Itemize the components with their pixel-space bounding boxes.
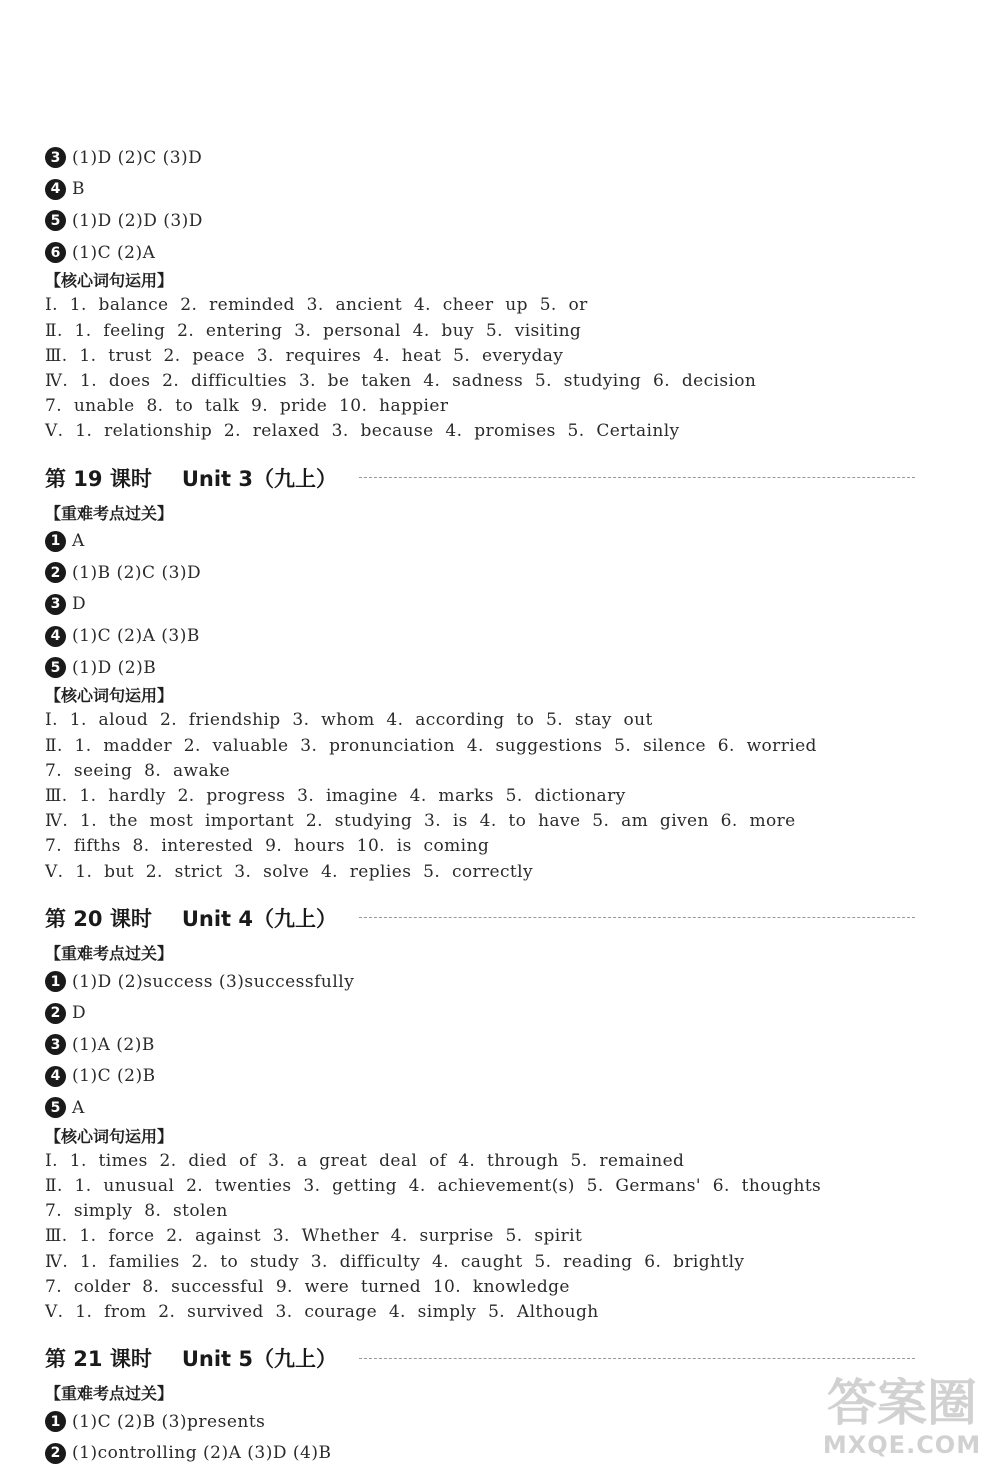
section-tag: 【重难考点过关】: [45, 943, 174, 963]
answer-item: [45, 1438, 925, 1470]
core-line: Ⅰ. 1. aloud 2. friendship 3. whom 4. according to 5. stay out: [45, 710, 653, 731]
number-badge: 1: [45, 531, 66, 552]
number-badge: 6: [45, 242, 66, 263]
lesson-block: [45, 895, 925, 1325]
watermark-logo: [812, 1367, 992, 1467]
lesson-title: 第 19 课时: [45, 466, 152, 491]
lesson-title: 第 20 课时: [45, 906, 152, 931]
core-line: Ⅴ. 1. from 2. survived 3. courage 4. simply 5. Although: [45, 1301, 599, 1322]
answer-item: [45, 1406, 925, 1438]
answer-item: [45, 237, 925, 269]
answer-text: (1)controlling (2)A (3)D (4)B: [72, 1443, 332, 1464]
answer-text: D: [72, 1003, 87, 1024]
answer-text: (1)D (2)success (3)successfully: [72, 971, 355, 992]
core-line: Ⅳ. 1. families 2. to study 3. difficulty 4. caught 5. reading 6. brightly: [45, 1251, 745, 1272]
answer-item: [45, 1061, 925, 1093]
number-badge: 3: [45, 594, 66, 615]
answer-item: [45, 142, 925, 174]
core-line: Ⅴ. 1. relationship 2. relaxed 3. because 4. promises 5. Certainly: [45, 421, 680, 442]
answer-text: (1)C (2)B: [72, 1066, 156, 1087]
lesson-unit: Unit 5（九上）: [181, 1347, 338, 1372]
answer-item: [45, 589, 925, 621]
section-tag: 【核心词句运用】: [45, 271, 174, 291]
core-line: 7. fifths 8. interested 9. hours 10. is coming: [45, 836, 490, 857]
lesson-header: [45, 1335, 925, 1381]
core-line: Ⅲ. 1. force 2. against 3. Whether 4. surprise 5. spirit: [45, 1226, 583, 1247]
section-tag: 【核心词句运用】: [45, 686, 174, 706]
core-line: Ⅳ. 1. the most important 2. studying 3. is 4. to have 5. am given 6. more: [45, 811, 796, 832]
watermark-text: 答案圈: [827, 1374, 977, 1432]
answer-item: [45, 557, 925, 589]
answer-text: (1)D (2)D (3)D: [72, 210, 203, 231]
dotted-rule: [359, 1358, 915, 1359]
answer-text: (1)B (2)C (3)D: [72, 562, 202, 583]
answer-text: (1)A (2)B: [72, 1034, 155, 1055]
core-line: Ⅱ. 1. unusual 2. twenties 3. getting 4. achievement(s) 5. Germans' 6. thoughts: [45, 1175, 822, 1196]
answer-item: [45, 526, 925, 558]
answer-text: B: [72, 179, 85, 200]
number-badge: 3: [45, 1034, 66, 1055]
answer-text: D: [72, 594, 87, 615]
core-line: Ⅰ. 1. balance 2. reminded 3. ancient 4. cheer up 5. or: [45, 295, 588, 316]
number-badge: 1: [45, 971, 66, 992]
answer-text: (1)D (2)B: [72, 657, 157, 678]
lesson-block: [45, 455, 925, 885]
core-line: Ⅱ. 1. feeling 2. entering 3. personal 4. buy 5. visiting: [45, 320, 582, 341]
lesson-unit: Unit 4（九上）: [181, 906, 338, 931]
answer-text: A: [72, 531, 85, 552]
core-line: 7. simply 8. stolen: [45, 1201, 228, 1222]
section-tag: 【核心词句运用】: [45, 1126, 174, 1146]
dotted-rule: [359, 477, 915, 478]
number-badge: 3: [45, 147, 66, 168]
number-badge: 1: [45, 1411, 66, 1432]
core-line: Ⅴ. 1. but 2. strict 3. solve 4. replies 5. correctly: [45, 861, 534, 882]
answer-item: [45, 205, 925, 237]
core-line: Ⅲ. 1. trust 2. peace 3. requires 4. heat 5. everyday: [45, 345, 564, 366]
answer-item: [45, 652, 925, 684]
number-badge: 4: [45, 626, 66, 647]
lesson-title: 第 21 课时: [45, 1347, 152, 1372]
answer-item: [45, 997, 925, 1029]
dotted-rule: [359, 917, 915, 918]
number-badge: 4: [45, 179, 66, 200]
number-badge: 5: [45, 210, 66, 231]
section-tag: 【重难考点过关】: [45, 503, 174, 523]
core-line: Ⅱ. 1. madder 2. valuable 3. pronunciation 4. suggestions 5. silence 6. worried: [45, 735, 817, 756]
core-line: 7. unable 8. to talk 9. pride 10. happier: [45, 396, 449, 417]
answer-item: [45, 966, 925, 998]
number-badge: 2: [45, 1003, 66, 1024]
answer-item: [45, 174, 925, 206]
lesson-header: [45, 895, 925, 941]
answer-page: [45, 142, 925, 1469]
answer-text: A: [72, 1097, 85, 1118]
lesson-block: [45, 1335, 925, 1469]
number-badge: 5: [45, 657, 66, 678]
core-line: Ⅲ. 1. hardly 2. progress 3. imagine 4. marks 5. dictionary: [45, 786, 626, 807]
number-badge: 2: [45, 1443, 66, 1464]
number-badge: 4: [45, 1066, 66, 1087]
lesson-unit: Unit 3（九上）: [181, 466, 338, 491]
answer-text: (1)C (2)B (3)presents: [72, 1411, 266, 1432]
answer-text: (1)C (2)A: [72, 242, 156, 263]
top-answers-block: [45, 142, 925, 445]
lesson-header: [45, 455, 925, 501]
answer-text: (1)D (2)C (3)D: [72, 147, 203, 168]
core-line: Ⅳ. 1. does 2. difficulties 3. be taken 4. sadness 5. studying 6. decision: [45, 370, 757, 391]
answer-text: (1)C (2)A (3)B: [72, 626, 200, 647]
number-badge: 2: [45, 562, 66, 583]
answer-item: [45, 620, 925, 652]
section-tag: 【重难考点过关】: [45, 1384, 174, 1404]
core-line: 7. seeing 8. awake: [45, 760, 231, 781]
core-line: Ⅰ. 1. times 2. died of 3. a great deal of 4. through 5. remained: [45, 1150, 685, 1171]
answer-item: [45, 1029, 925, 1061]
core-line: 7. colder 8. successful 9. were turned 10. knowledge: [45, 1276, 570, 1297]
answer-item: [45, 1092, 925, 1124]
number-badge: 5: [45, 1097, 66, 1118]
watermark-domain: MXQE.COM: [822, 1431, 982, 1459]
